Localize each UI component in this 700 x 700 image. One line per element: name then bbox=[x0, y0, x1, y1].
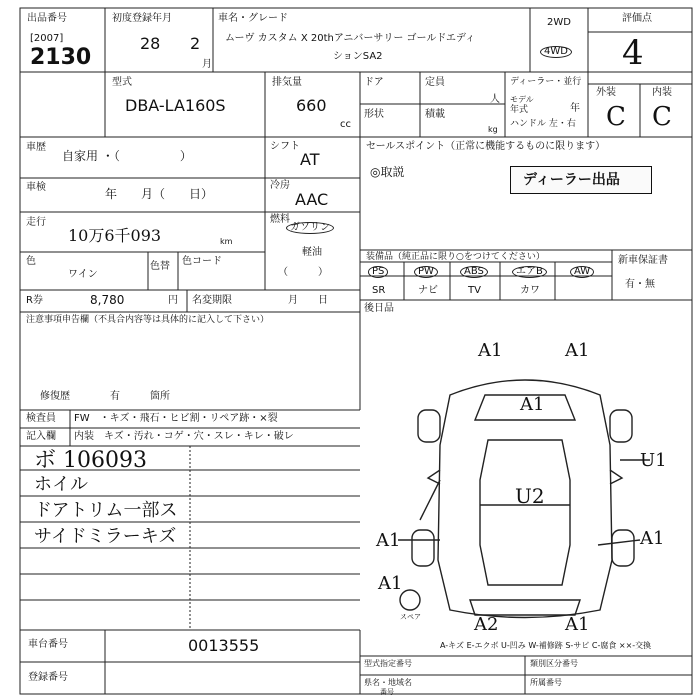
attached-label: 後日品 bbox=[364, 303, 394, 314]
equip-aw: AW bbox=[570, 266, 594, 278]
model-year-label-2: 年式 bbox=[510, 105, 529, 115]
dealer-badge-text: ディーラー出品 bbox=[523, 172, 620, 188]
inspection-value: 年 月（ 日） bbox=[105, 187, 214, 201]
year-unit: 年 bbox=[570, 103, 580, 114]
repair-label: 修復歴 bbox=[40, 391, 70, 402]
repair-value: 有 bbox=[110, 391, 120, 402]
aircon-value: AAC bbox=[295, 190, 329, 209]
equip-sr: SR bbox=[372, 285, 386, 296]
fuel-alt: 軽油 bbox=[302, 247, 322, 258]
mileage-label: 走行 bbox=[26, 217, 46, 228]
spare-label: スペア bbox=[400, 613, 421, 621]
door-label: ドア bbox=[364, 77, 384, 88]
kg-unit: kg bbox=[488, 125, 498, 134]
car-name-line1: ムーヴ カスタム X 20thアニバーサリー ゴールドエディ bbox=[225, 33, 476, 44]
caution-label: 注意事項申告欄（不具合内容等は具体的に記入して下さい） bbox=[26, 315, 270, 325]
entry-label: 記入欄 bbox=[26, 431, 56, 442]
damage-mark: A1 bbox=[565, 614, 590, 635]
location-label: 箇所 bbox=[150, 391, 170, 402]
displacement-value: 660 bbox=[296, 96, 327, 115]
new-warranty-label: 新車保証書 bbox=[618, 255, 668, 266]
pref-label: 県名・地域名 bbox=[364, 678, 412, 687]
number-label: 番号 bbox=[380, 688, 394, 696]
damage-mark: A1 bbox=[378, 573, 403, 594]
reg-year: 28 bbox=[140, 34, 161, 53]
damage-mark: U1 bbox=[640, 450, 667, 471]
reg-month: 2 bbox=[190, 34, 201, 53]
yen-unit: 円 bbox=[168, 295, 178, 306]
sales-points-label: セールスポイント（正常に機能するものに限ります） bbox=[366, 141, 606, 152]
mileage-value: 10万6千093 bbox=[68, 226, 162, 245]
model-label: 型式 bbox=[112, 77, 132, 88]
registration-label: 登録番号 bbox=[28, 672, 68, 683]
recycle-label: R券 bbox=[26, 295, 43, 306]
handle-label: ハンドル 左・右 bbox=[510, 119, 576, 129]
damage-mark: A1 bbox=[478, 340, 503, 361]
equip-leather: カワ bbox=[520, 285, 540, 296]
equip-ps: PS bbox=[368, 266, 388, 278]
category-label: 類別区分番号 bbox=[530, 659, 578, 668]
month-unit: 月 bbox=[202, 59, 212, 70]
equipment-label: 装備品（純正品に限り○をつけてください） bbox=[366, 252, 545, 262]
car-name-line2: ションSA2 bbox=[333, 51, 383, 62]
displacement-label: 排気量 bbox=[272, 77, 302, 88]
usage-label: 車歴 bbox=[26, 142, 46, 153]
usage-value: 自家用 ・（ ） bbox=[62, 149, 192, 163]
damage-legend: A-キズ E-エクボ U-凹み W-補修跡 S-サビ C-腐食 ××-交換 bbox=[440, 641, 652, 650]
shape-label: 形状 bbox=[364, 109, 384, 120]
exterior-grade: C bbox=[606, 102, 626, 132]
car-name-label: 車名・グレード bbox=[218, 13, 288, 24]
year-code: [2007] bbox=[30, 33, 64, 44]
dealer-parallel-label: ディーラー・並行 bbox=[510, 77, 582, 87]
damage-mark: A1 bbox=[640, 528, 665, 549]
score-label: 評価点 bbox=[622, 13, 652, 24]
capacity-label: 定員 bbox=[425, 77, 445, 88]
shift-label: シフト bbox=[270, 141, 300, 152]
damage-mark: A1 bbox=[565, 340, 590, 361]
shift-value: AT bbox=[300, 150, 320, 169]
lot-number: 2130 bbox=[30, 45, 92, 70]
entry-items: 内装 キズ・汚れ・コゲ・穴・スレ・キレ・破レ bbox=[74, 431, 294, 442]
color-value: ワイン bbox=[68, 269, 98, 280]
fuel-label: 燃料 bbox=[270, 214, 290, 225]
drive-4wd: 4WD bbox=[540, 46, 572, 58]
equip-abs: ABS bbox=[460, 266, 488, 278]
fuel-value: ガソリン bbox=[286, 222, 334, 234]
color-label: 色 bbox=[26, 256, 36, 267]
agency-label: 所属番号 bbox=[530, 678, 562, 687]
equip-pw: PW bbox=[414, 266, 438, 278]
chassis-label: 車台番号 bbox=[28, 639, 68, 650]
color-code-label: 色コード bbox=[182, 256, 222, 267]
fuel-paren: （ ） bbox=[278, 267, 328, 278]
person-unit: 人 bbox=[490, 94, 500, 105]
equip-tv: TV bbox=[468, 285, 481, 296]
inspector-label: 検査員 bbox=[26, 413, 56, 424]
score-value: 4 bbox=[622, 33, 644, 73]
lot-label: 出品番号 bbox=[27, 13, 67, 24]
meigi-label: 名変期限 bbox=[192, 295, 232, 306]
load-label: 積載 bbox=[425, 109, 445, 120]
interior-label: 内装 bbox=[652, 87, 672, 98]
dealer-badge bbox=[510, 166, 652, 194]
handwritten-line-4: サイドミラーキズ bbox=[34, 526, 177, 547]
first-reg-label: 初度登録年月 bbox=[112, 13, 172, 24]
designation-label: 型式指定番号 bbox=[364, 659, 412, 668]
handwritten-line-1: ボ 106093 bbox=[34, 448, 147, 473]
equip-airbag: エアB bbox=[512, 266, 547, 278]
damage-mark: A1 bbox=[520, 394, 545, 415]
cc-unit: cc bbox=[340, 119, 351, 130]
damage-mark: U2 bbox=[515, 484, 545, 508]
model-value: DBA-LA160S bbox=[125, 96, 226, 115]
damage-mark: A1 bbox=[376, 530, 401, 551]
damage-mark: A2 bbox=[474, 614, 499, 635]
inspection-label: 車検 bbox=[26, 182, 46, 193]
inspector-items: FW ・キズ・飛石・ヒビ割・リペア跡・×裂 bbox=[74, 413, 278, 424]
drive-2wd: 2WD bbox=[547, 17, 571, 28]
sales-point-item: ◎取説 bbox=[370, 165, 405, 179]
meigi-value: 月 日 bbox=[288, 295, 328, 306]
aircon-label: 冷房 bbox=[270, 180, 290, 191]
model-year-label-1: モデル bbox=[510, 95, 534, 104]
recycle-value: 8,780 bbox=[90, 293, 125, 307]
new-warranty-value: 有・無 bbox=[625, 279, 655, 290]
equip-navi: ナビ bbox=[418, 285, 438, 296]
interior-grade: C bbox=[652, 102, 672, 132]
handwritten-line-2: ホイル bbox=[34, 474, 88, 495]
color-change-label: 色替 bbox=[150, 261, 170, 272]
exterior-label: 外装 bbox=[596, 87, 616, 98]
km-unit: km bbox=[220, 237, 233, 246]
chassis-value: 0013555 bbox=[188, 636, 260, 655]
handwritten-line-3: ドアトリム一部ス bbox=[34, 500, 178, 521]
